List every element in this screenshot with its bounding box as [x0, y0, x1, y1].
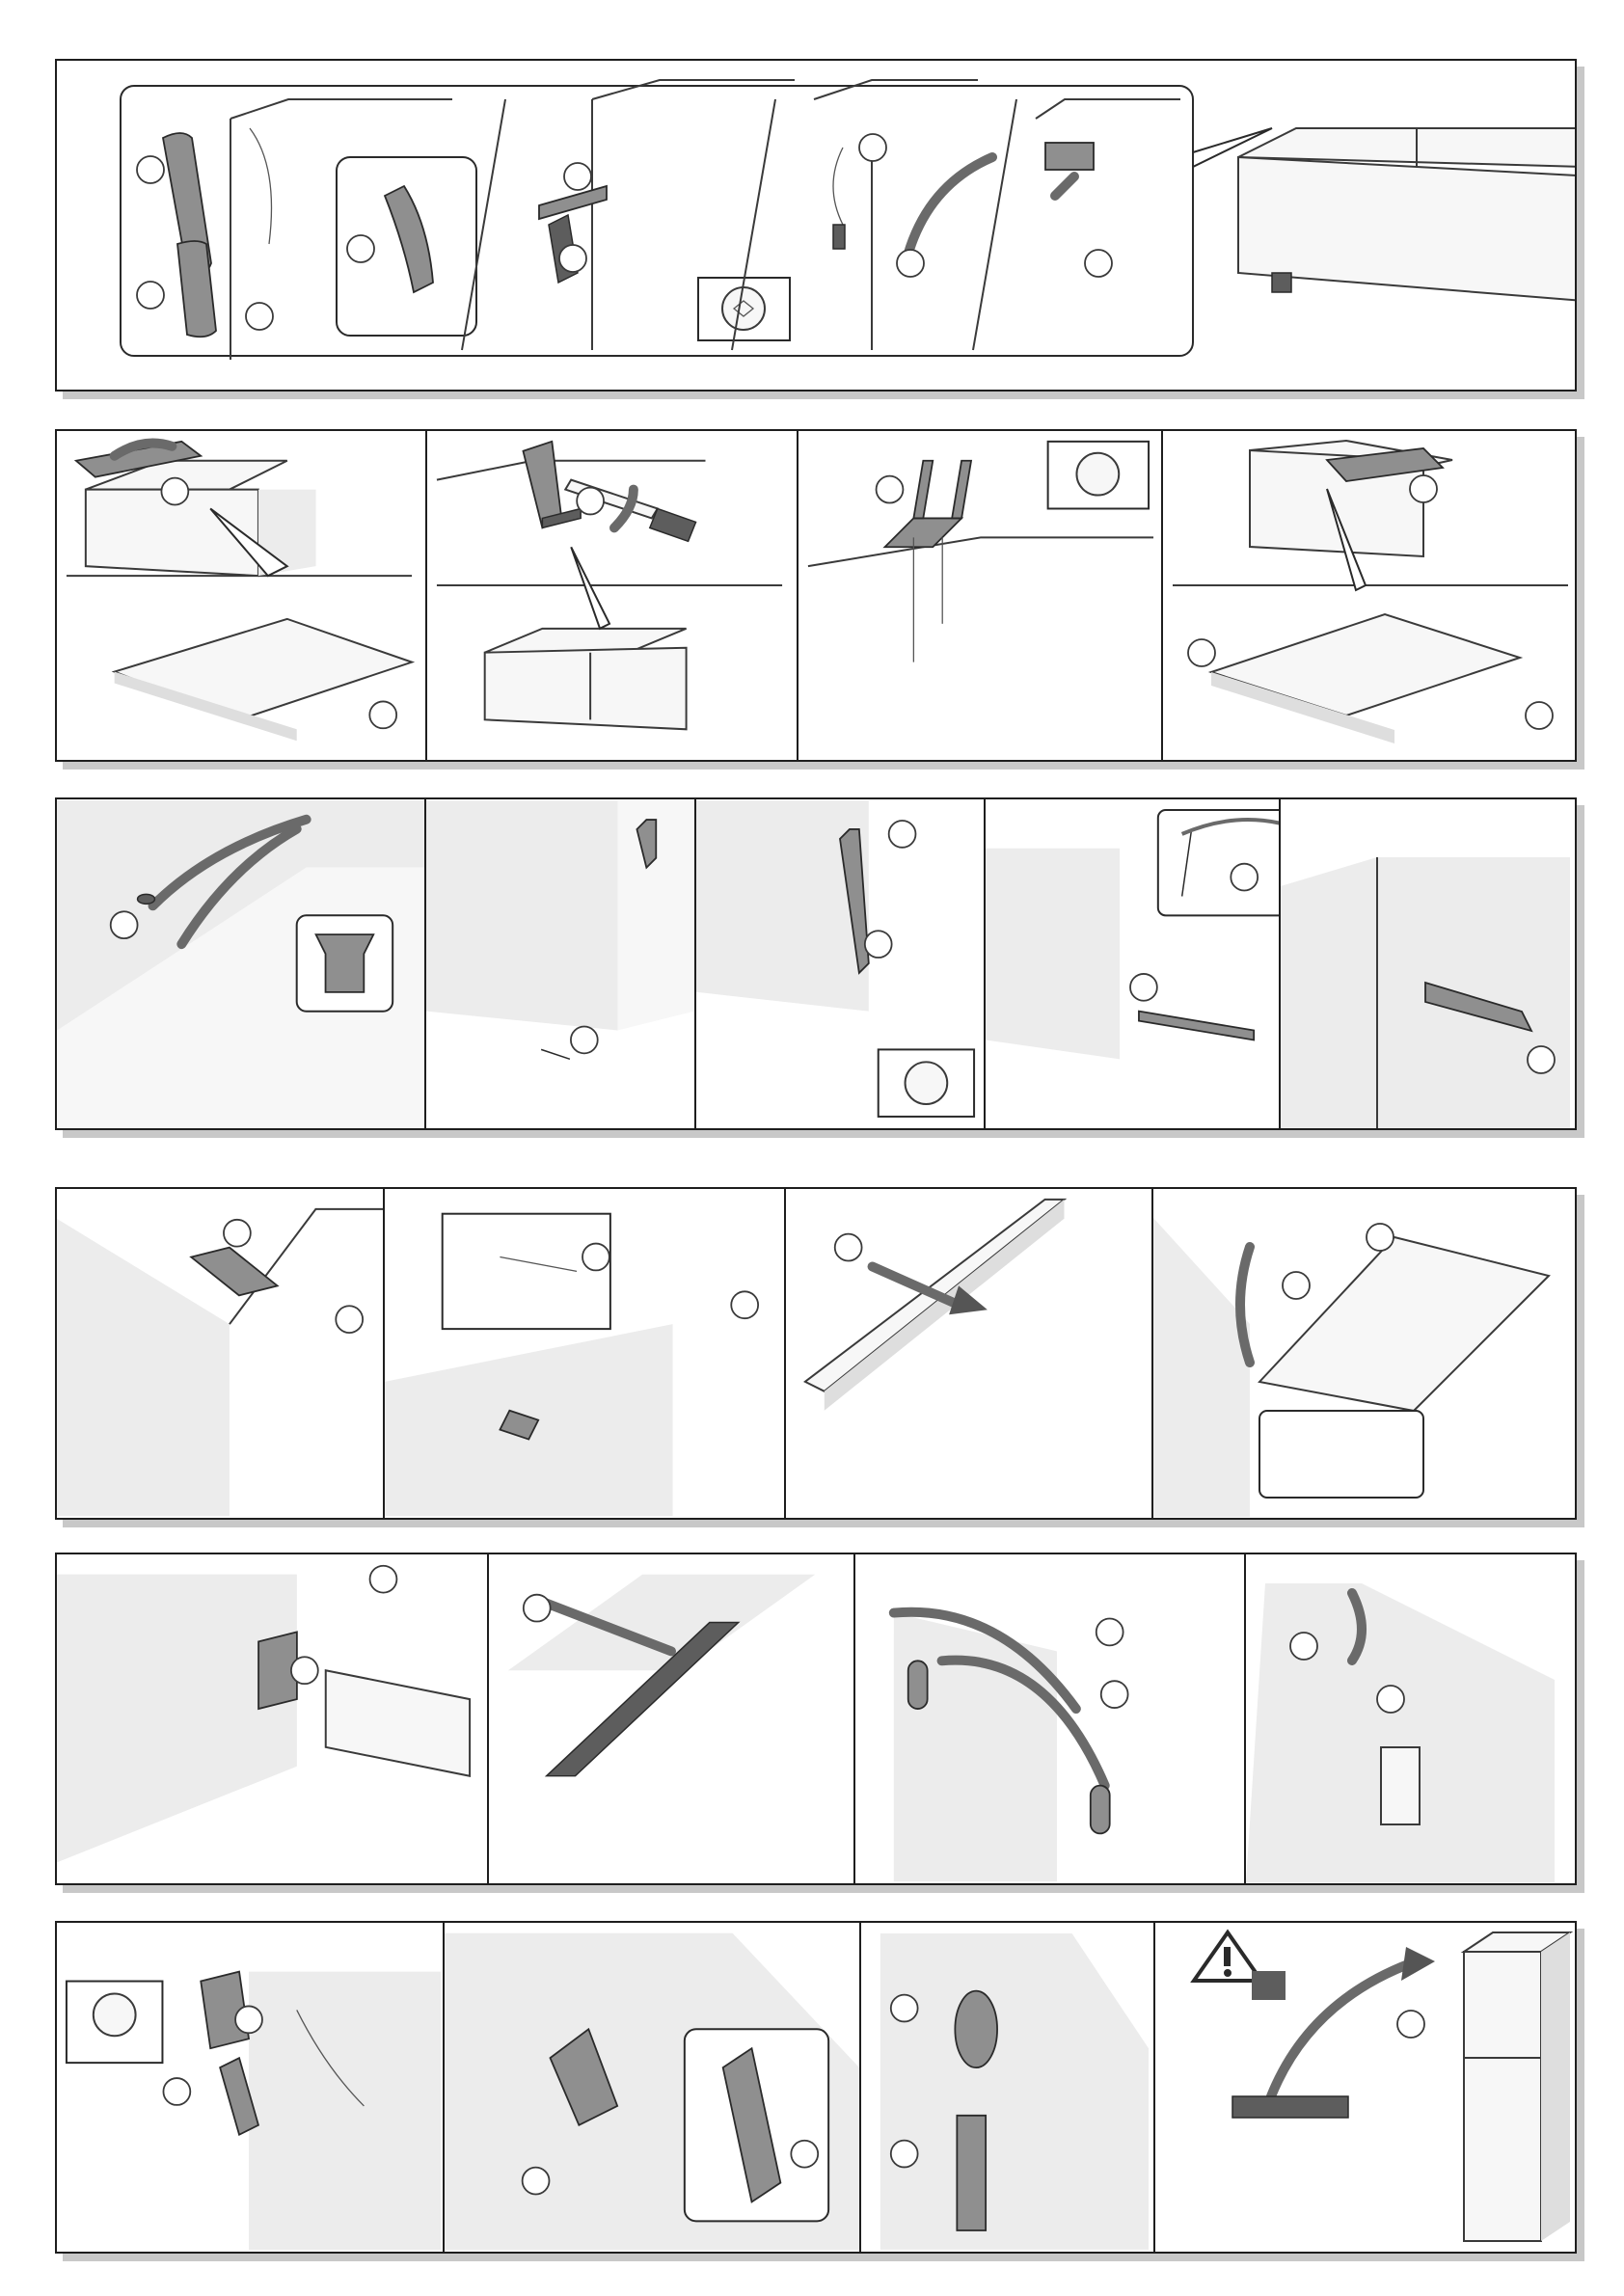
panel-2-2 — [427, 431, 798, 760]
panel-1-1 — [57, 61, 1575, 390]
hinge-plate — [191, 1248, 277, 1296]
panel-6-2 — [445, 1923, 861, 2252]
panel-3-5 — [1281, 799, 1575, 1128]
torx-screw-icon — [94, 1993, 136, 2036]
panel-6-4 — [1155, 1923, 1575, 2252]
appliance-horizontal — [1238, 128, 1575, 302]
panel-6-1 — [57, 1923, 445, 2252]
panel-4-2 — [385, 1189, 786, 1518]
panel-5-1 — [57, 1554, 489, 1883]
instruction-row-3 — [55, 797, 1577, 1130]
panel-6-3 — [861, 1923, 1155, 2252]
panel-2-3 — [798, 431, 1163, 760]
torx-screw-icon — [722, 287, 765, 330]
instruction-row-1 — [55, 59, 1577, 392]
step-circle — [137, 156, 164, 183]
panel-2-4 — [1163, 431, 1575, 760]
panel-2-1 — [57, 431, 427, 760]
warning-heavy-weight-icon — [1194, 1932, 1286, 2000]
panel-3-2 — [426, 799, 696, 1128]
instruction-row-6 — [55, 1921, 1577, 2254]
panel-3-1 — [57, 799, 426, 1128]
instruction-row-4 — [55, 1187, 1577, 1520]
panel-3-3 — [696, 799, 986, 1128]
panel-5-2 — [489, 1554, 855, 1883]
panel-5-4 — [1246, 1554, 1575, 1883]
instruction-row-5 — [55, 1553, 1577, 1885]
illustration-door-trim-removal — [57, 61, 1575, 390]
appliance-vertical — [1464, 1932, 1570, 2241]
instruction-row-2 — [55, 429, 1577, 762]
panel-4-4 — [1153, 1189, 1575, 1518]
panel-3-4 — [986, 799, 1281, 1128]
panel-5-3 — [855, 1554, 1246, 1883]
torx-screw-icon — [1076, 453, 1119, 496]
panel-4-3 — [786, 1189, 1153, 1518]
panel-4-1 — [57, 1189, 385, 1518]
